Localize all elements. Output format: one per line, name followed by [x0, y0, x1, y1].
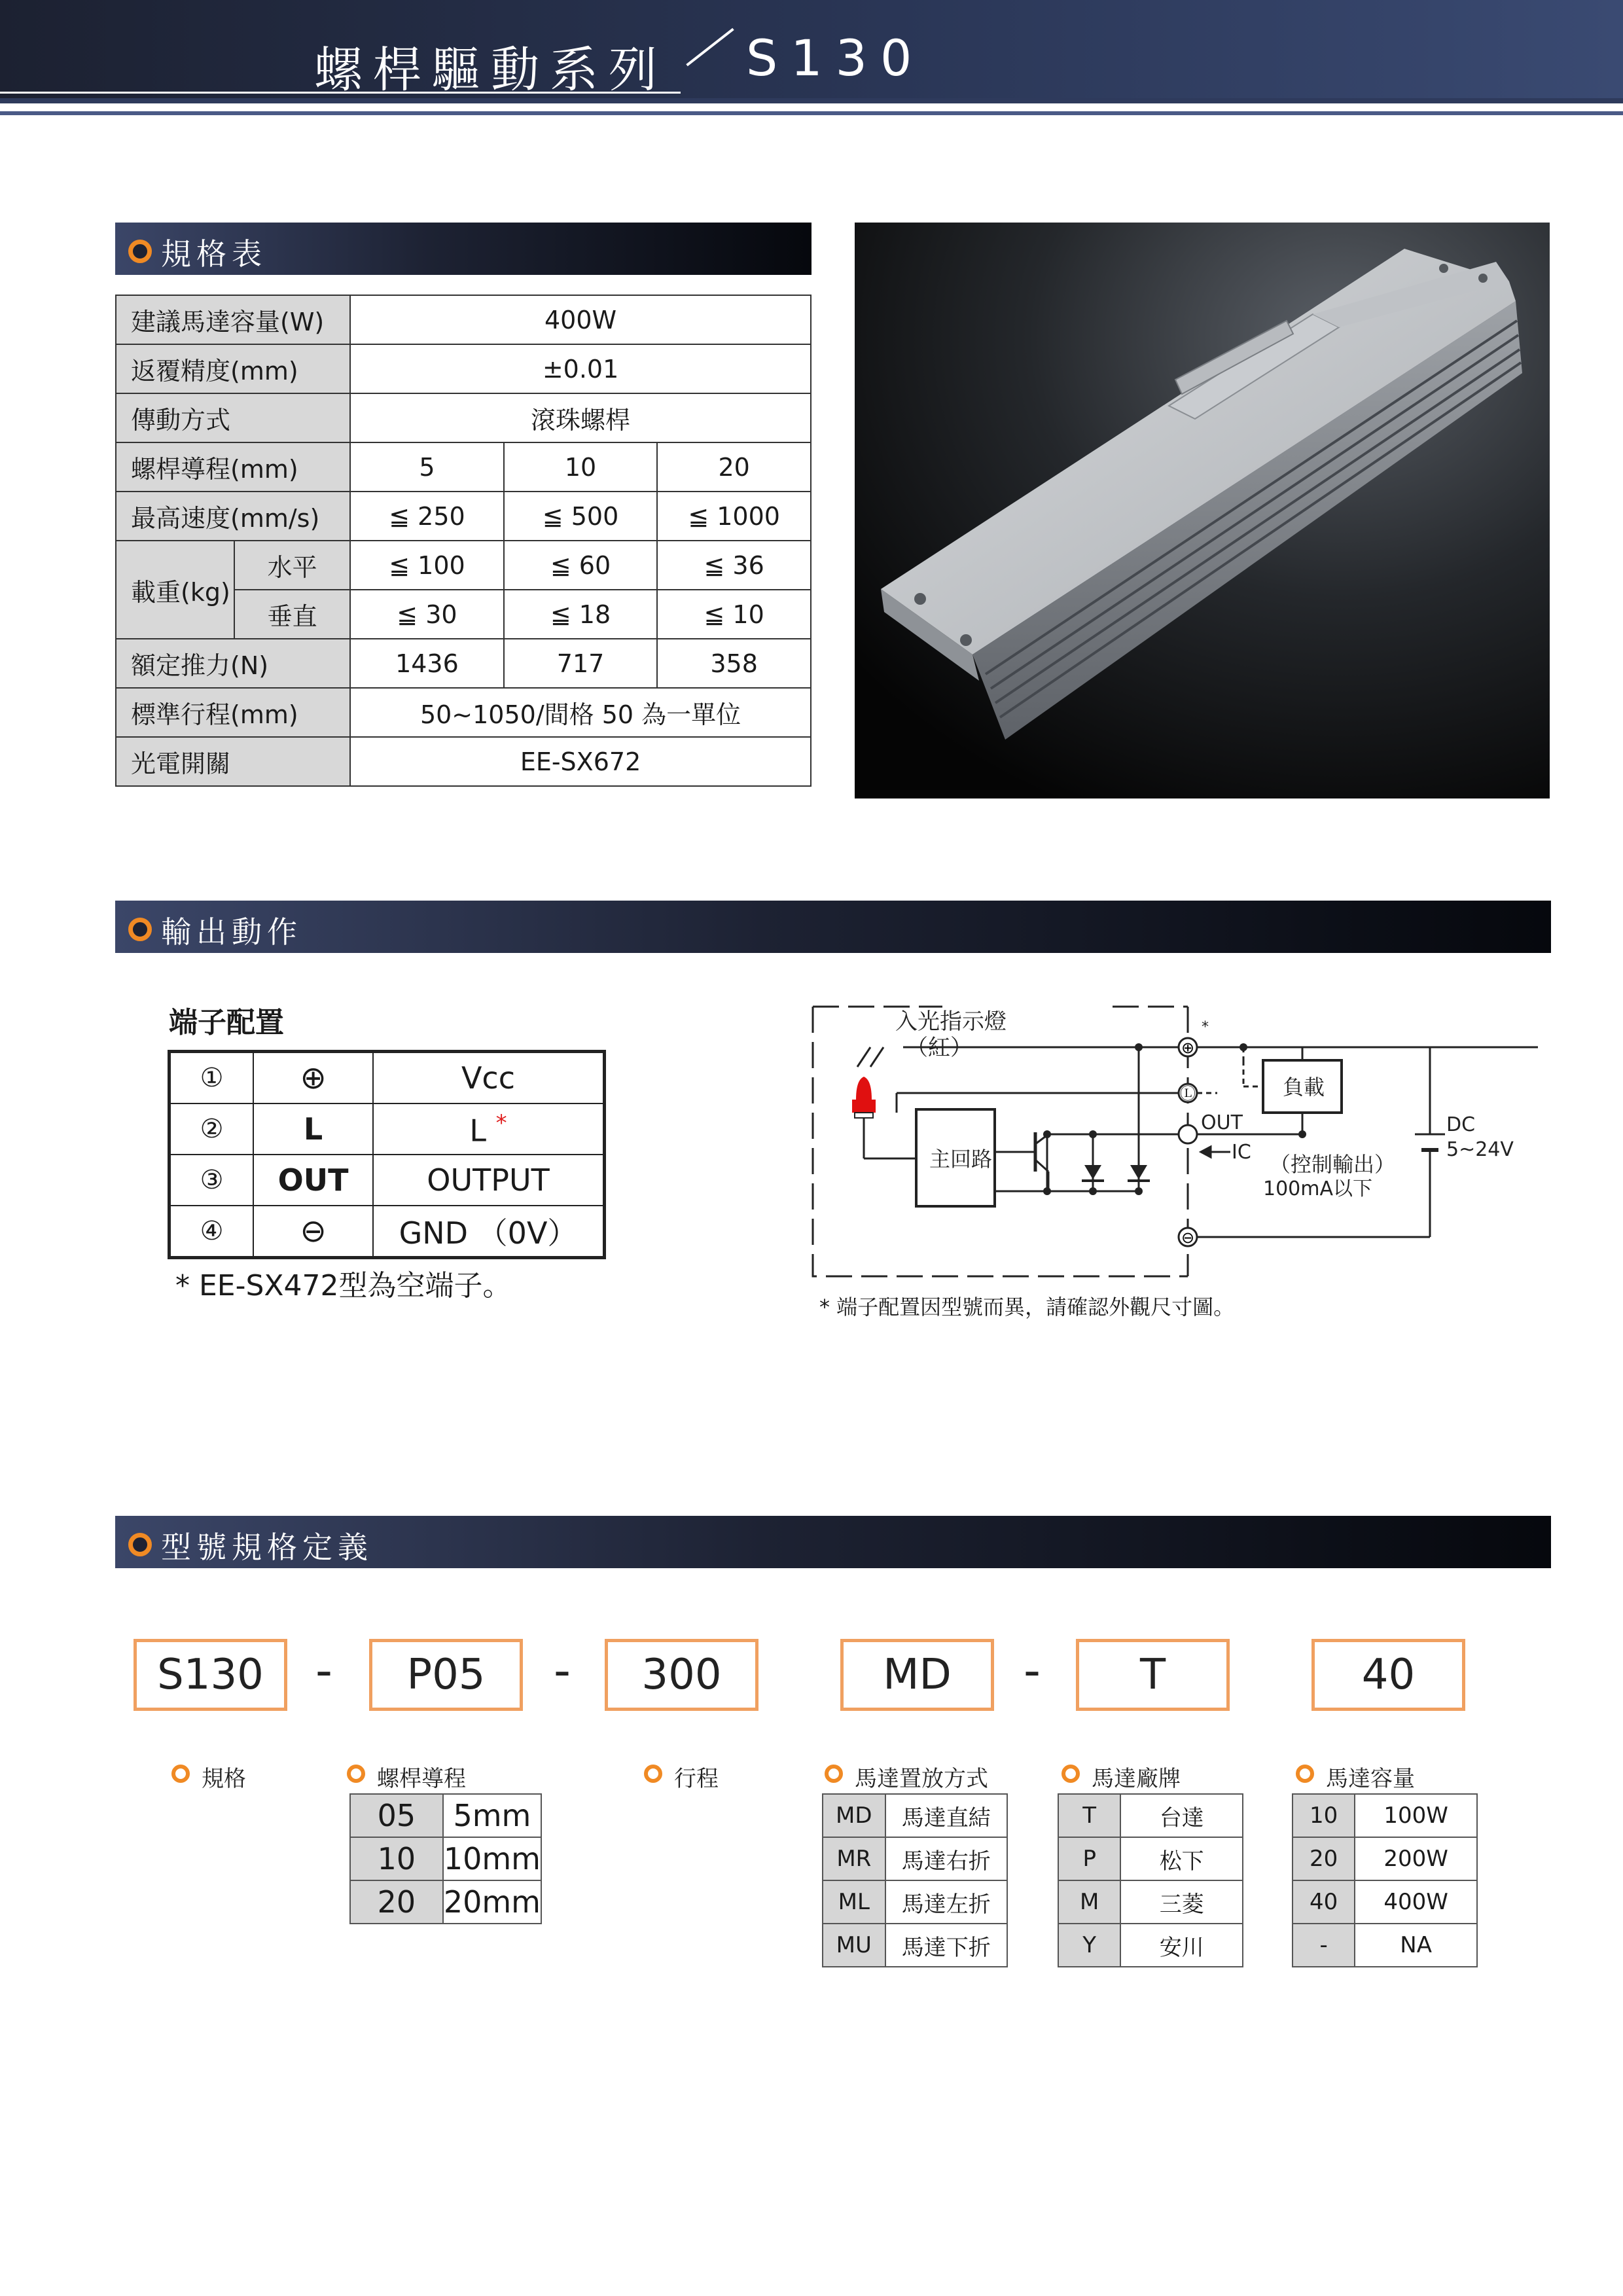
capacity-value: 100W — [1355, 1794, 1477, 1837]
bullet-icon — [1061, 1765, 1080, 1783]
terminal-symbol: ⊕ — [253, 1052, 373, 1104]
spec-value: 滾珠螺桿 — [350, 393, 811, 442]
table-row — [350, 1794, 541, 1837]
terminal-symbol: ⊖ — [1181, 1229, 1195, 1247]
spec-value: ≦ 250 — [350, 492, 504, 541]
spec-sublabel: 水平 — [234, 541, 350, 590]
spec-sublabel: 垂直 — [234, 590, 350, 639]
brand-code: M — [1058, 1880, 1120, 1924]
spec-label: 光電開關 — [116, 737, 350, 786]
spec-value: ≦ 500 — [504, 492, 657, 541]
code-dash: - — [1024, 1643, 1041, 1698]
spec-label: 返覆精度(mm) — [116, 344, 350, 393]
code-box-capacity: 40 — [1311, 1639, 1465, 1711]
spec-value: ≦ 60 — [504, 541, 657, 590]
spec-value: ≦ 100 — [350, 541, 504, 590]
terminal-symbol: L — [253, 1103, 373, 1155]
spec-value: ≦ 1000 — [657, 492, 811, 541]
output-section-title: 輸出動作 — [161, 914, 302, 950]
spec-label: 載重(kg) — [116, 541, 234, 639]
table-row — [169, 1155, 605, 1206]
terminal-symbol: ⊕ — [1181, 1039, 1195, 1057]
screw — [914, 593, 926, 605]
spec-value: ≦ 10 — [657, 590, 811, 639]
asterisk-mark: * — [495, 1109, 507, 1136]
spec-label: 標準行程(mm) — [116, 688, 350, 737]
led-color-label: （紅） — [906, 1035, 972, 1061]
table-row — [823, 1837, 1007, 1880]
table-row — [823, 1880, 1007, 1924]
table-row — [1293, 1794, 1477, 1837]
terminal-symbol: Ⓛ — [1180, 1085, 1196, 1103]
header-stripe — [0, 98, 1623, 103]
bullet-icon — [128, 240, 152, 263]
capacity-value: 400W — [1355, 1880, 1477, 1924]
capacity-table — [1292, 1793, 1478, 1967]
ic-label: IC — [1232, 1141, 1251, 1164]
led-indicator — [856, 1077, 872, 1100]
terminal-name: Vcc — [373, 1052, 605, 1104]
mount-value: 馬達下折 — [885, 1924, 1007, 1967]
spec-value: ±0.01 — [350, 344, 811, 393]
brand-table — [1058, 1793, 1243, 1967]
code-box-lead: P05 — [369, 1639, 523, 1711]
code-box-brand: T — [1076, 1639, 1230, 1711]
terminal-table — [168, 1050, 606, 1259]
mount-code: MU — [823, 1924, 885, 1967]
led-base — [852, 1100, 876, 1113]
spec-table — [115, 295, 812, 787]
circuit-note: * 端子配置因型號而異，請確認外觀尺寸圖。 — [819, 1295, 1235, 1319]
legend-label-spec: 規格 — [202, 1766, 246, 1792]
legend-label-capacity: 馬達容量 — [1326, 1766, 1415, 1792]
mount-value: 馬達左折 — [885, 1880, 1007, 1924]
table-row — [823, 1924, 1007, 1967]
spec-label: 最高速度(mm/s) — [116, 492, 350, 541]
product-photo — [855, 223, 1550, 798]
mount-table — [822, 1793, 1008, 1967]
lead-value: 20mm — [443, 1880, 541, 1924]
current-label: 100mA以下 — [1263, 1177, 1373, 1200]
table-row — [350, 1880, 541, 1924]
screw — [960, 634, 972, 646]
terminal-number: ④ — [169, 1206, 254, 1258]
out-label: OUT — [1201, 1111, 1243, 1134]
terminal-name: L — [469, 1113, 486, 1149]
terminal-symbol: ⊖ — [253, 1206, 373, 1258]
table-row — [116, 344, 811, 393]
brand-value: 三菱 — [1120, 1880, 1243, 1924]
header-stripe-2 — [0, 111, 1623, 115]
table-row — [823, 1794, 1007, 1837]
mount-code: MD — [823, 1794, 885, 1837]
dc-label: DC — [1446, 1113, 1476, 1136]
junction-dots — [1043, 1043, 1306, 1195]
load-label: 負載 — [1283, 1075, 1325, 1100]
table-row — [116, 393, 811, 442]
table-row — [169, 1206, 605, 1258]
table-row — [1058, 1924, 1243, 1967]
terminal-title: 端子配置 — [169, 1006, 284, 1039]
page-title: 螺桿驅動系列 — [314, 42, 668, 98]
brand-code: Y — [1058, 1924, 1120, 1967]
bullet-icon — [1296, 1765, 1314, 1783]
bullet-icon — [825, 1765, 843, 1783]
table-row — [1058, 1794, 1243, 1837]
terminal-number: ② — [169, 1103, 254, 1155]
capacity-code: 20 — [1293, 1837, 1355, 1880]
spec-value: 1436 — [350, 639, 504, 688]
spec-value: 717 — [504, 639, 657, 688]
brand-code: T — [1058, 1794, 1120, 1837]
spec-value: ≦ 30 — [350, 590, 504, 639]
spec-label: 建議馬達容量(W) — [116, 295, 350, 344]
capacity-value: NA — [1355, 1924, 1477, 1967]
spec-value: 358 — [657, 639, 811, 688]
spec-value: 400W — [350, 295, 811, 344]
terminal-number: ① — [169, 1052, 254, 1104]
table-row — [116, 492, 811, 541]
mount-value: 馬達直結 — [885, 1794, 1007, 1837]
table-row — [1058, 1880, 1243, 1924]
control-output-label: （控制輸出） — [1270, 1152, 1396, 1177]
table-row — [116, 639, 811, 688]
brand-code: P — [1058, 1837, 1120, 1880]
terminal-name-cell — [373, 1103, 605, 1155]
page-model: S130 — [746, 29, 925, 87]
spec-label: 傳動方式 — [116, 393, 350, 442]
terminal-note: * EE-SX472型為空端子。 — [175, 1269, 512, 1302]
screw — [1439, 264, 1448, 273]
bullet-icon — [128, 1533, 152, 1556]
spec-section-title: 規格表 — [161, 236, 267, 272]
led-label: 入光指示燈 — [895, 1009, 1007, 1035]
bullet-icon — [644, 1765, 662, 1783]
table-row — [350, 1837, 541, 1880]
ic-arrow — [1201, 1147, 1230, 1157]
table-row — [116, 295, 811, 344]
lead-code: 10 — [350, 1837, 443, 1880]
zener-diodes — [1082, 1165, 1150, 1182]
bullet-icon — [347, 1765, 365, 1783]
spec-value: 10 — [504, 442, 657, 492]
table-row — [116, 541, 811, 590]
capacity-code: 10 — [1293, 1794, 1355, 1837]
code-box-mount: MD — [840, 1639, 994, 1711]
bullet-icon — [171, 1765, 190, 1783]
legend-label-brand: 馬達廠牌 — [1092, 1766, 1181, 1792]
legend-label-stroke: 行程 — [674, 1766, 719, 1792]
spec-value: 50~1050/間格 50 為一單位 — [350, 688, 811, 737]
voltage-label: 5~24V — [1446, 1138, 1514, 1161]
lead-code: 20 — [350, 1880, 443, 1924]
plus-star: * — [1202, 1019, 1209, 1035]
spec-value: EE-SX672 — [350, 737, 811, 786]
table-row — [1058, 1837, 1243, 1880]
legend-label-mount: 馬達置放方式 — [855, 1766, 988, 1792]
model-section-title: 型號規格定義 — [161, 1530, 373, 1565]
code-dash: - — [315, 1643, 332, 1698]
mount-value: 馬達右折 — [885, 1837, 1007, 1880]
screw — [1478, 274, 1488, 283]
table-row — [116, 688, 811, 737]
table-row — [116, 442, 811, 492]
capacity-value: 200W — [1355, 1837, 1477, 1880]
lead-table — [349, 1793, 542, 1924]
spec-label: 螺桿導程(mm) — [116, 442, 350, 492]
terminal-name: OUTPUT — [373, 1155, 605, 1206]
lead-value: 5mm — [443, 1794, 541, 1837]
spec-value: ≦ 18 — [504, 590, 657, 639]
lead-value: 10mm — [443, 1837, 541, 1880]
light-arrows — [857, 1047, 883, 1067]
capacity-code: 40 — [1293, 1880, 1355, 1924]
code-box-spec: S130 — [134, 1639, 287, 1711]
output-section-bar — [115, 901, 1551, 953]
code-box-stroke: 300 — [605, 1639, 758, 1711]
bullet-icon — [128, 918, 152, 941]
table-row — [116, 737, 811, 786]
spec-value: 5 — [350, 442, 504, 492]
legend-label-lead: 螺桿導程 — [377, 1766, 466, 1792]
table-row — [1293, 1924, 1477, 1967]
mount-code: MR — [823, 1837, 885, 1880]
terminal-number: ③ — [169, 1155, 254, 1206]
table-row — [169, 1103, 605, 1155]
lead-code: 05 — [350, 1794, 443, 1837]
terminal-name: GND （0V） — [373, 1206, 605, 1258]
brand-value: 松下 — [1120, 1837, 1243, 1880]
spec-value: 20 — [657, 442, 811, 492]
brand-value: 台達 — [1120, 1794, 1243, 1837]
brand-value: 安川 — [1120, 1924, 1243, 1967]
led-socket — [855, 1113, 873, 1118]
circuit-diagram — [798, 995, 1538, 1283]
terminal-symbol: OUT — [253, 1155, 373, 1206]
load-dashed-link — [1243, 1060, 1263, 1086]
code-dash: - — [554, 1643, 571, 1698]
table-row — [169, 1052, 605, 1104]
spec-value: ≦ 36 — [657, 541, 811, 590]
terminal-circles — [1179, 1038, 1197, 1246]
capacity-code: - — [1293, 1924, 1355, 1967]
table-row — [1293, 1880, 1477, 1924]
spec-label: 額定推力(N) — [116, 639, 350, 688]
main-circuit-label: 主回路 — [929, 1147, 993, 1172]
table-row — [1293, 1837, 1477, 1880]
mount-code: ML — [823, 1880, 885, 1924]
